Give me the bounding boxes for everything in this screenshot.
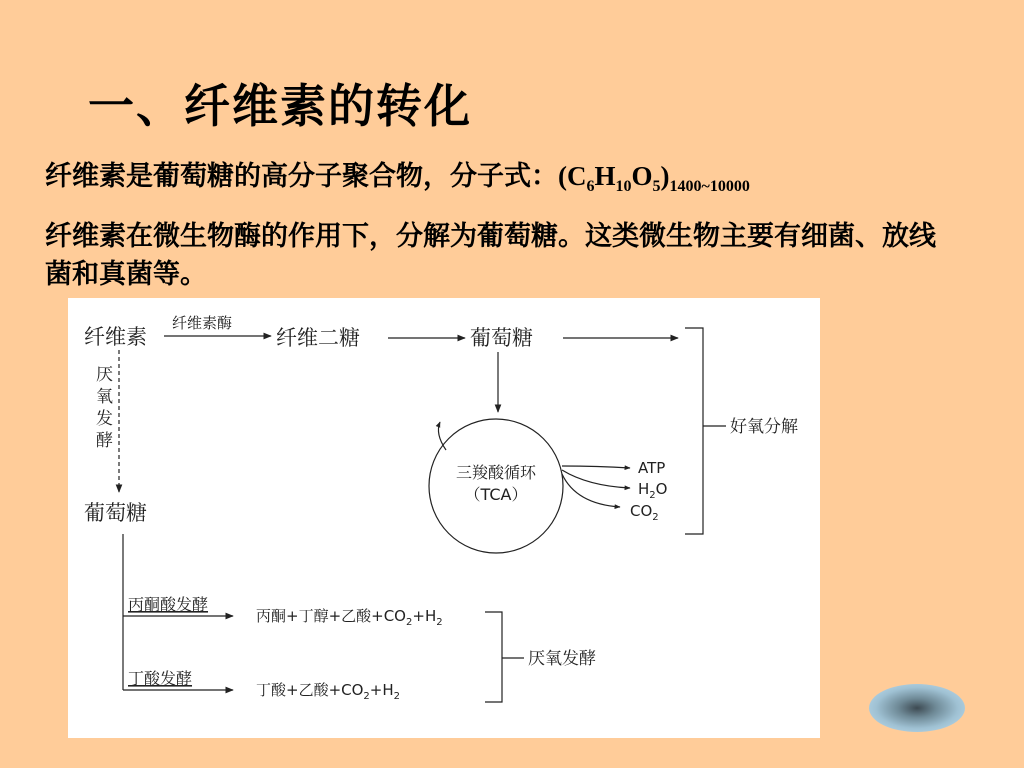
label-anaerobic-v2: 氧	[96, 387, 113, 407]
label-butyric-fermentation: 丁酸发酵	[128, 669, 193, 688]
aerobic-bracket	[685, 328, 703, 534]
arrow-tca-to-atp	[562, 466, 630, 468]
label-anaerobic-v3: 发	[96, 409, 113, 429]
label-cellulase: 纤维素酶	[172, 314, 233, 332]
label-anaerobic-v1: 厌	[96, 365, 113, 385]
description-paragraph: 纤维素在微生物酶的作用下，分解为葡萄糖。这类微生物主要有细菌、放线菌和真菌等。	[45, 221, 936, 290]
label-butyric-products: 丁酸+乙酸$+CO_2+H_2$	[256, 681, 401, 702]
label-glucose-left: 葡萄糖	[84, 501, 147, 525]
arrow-tca-to-h2o	[562, 470, 630, 488]
formula-line	[45, 154, 750, 196]
label-cellobiose: 纤维二糖	[276, 326, 360, 350]
label-tca-abbr: （TCA）	[464, 485, 528, 504]
label-acetone-fermentation: 丙酮酸发酵	[128, 595, 209, 614]
label-cellulose: 纤维素	[84, 325, 147, 349]
label-anaerobic-v4: 酵	[96, 431, 113, 451]
anaerobic-bracket	[485, 612, 502, 702]
label-acetone-products: 丙酮+丁醇+乙酸$+CO_2+H_2$	[256, 607, 443, 628]
molecular-formula: $(C_6H_{10}O_5)_{1400\sim 10000}$	[558, 161, 750, 195]
slide-title: 一、纤维素的转化	[88, 79, 472, 133]
formula-intro: 纤维素是葡萄糖的高分子聚合物，分子式：	[45, 161, 558, 192]
label-h2o: $H_2O$	[638, 480, 668, 501]
label-co2: $CO_2$	[630, 502, 659, 523]
cellulose-pathway-diagram	[68, 298, 820, 738]
arrow-tca-to-co2	[562, 474, 620, 507]
navigation-oval-button[interactable]	[869, 684, 965, 732]
label-anaerobic-fermentation: 厌氧发酵	[528, 649, 596, 669]
label-aerobic-decomposition: 好氧分解	[730, 417, 798, 437]
label-tca-name: 三羧酸循环	[455, 463, 537, 482]
label-glucose-top: 葡萄糖	[470, 326, 533, 350]
label-atp: ATP	[638, 459, 666, 477]
